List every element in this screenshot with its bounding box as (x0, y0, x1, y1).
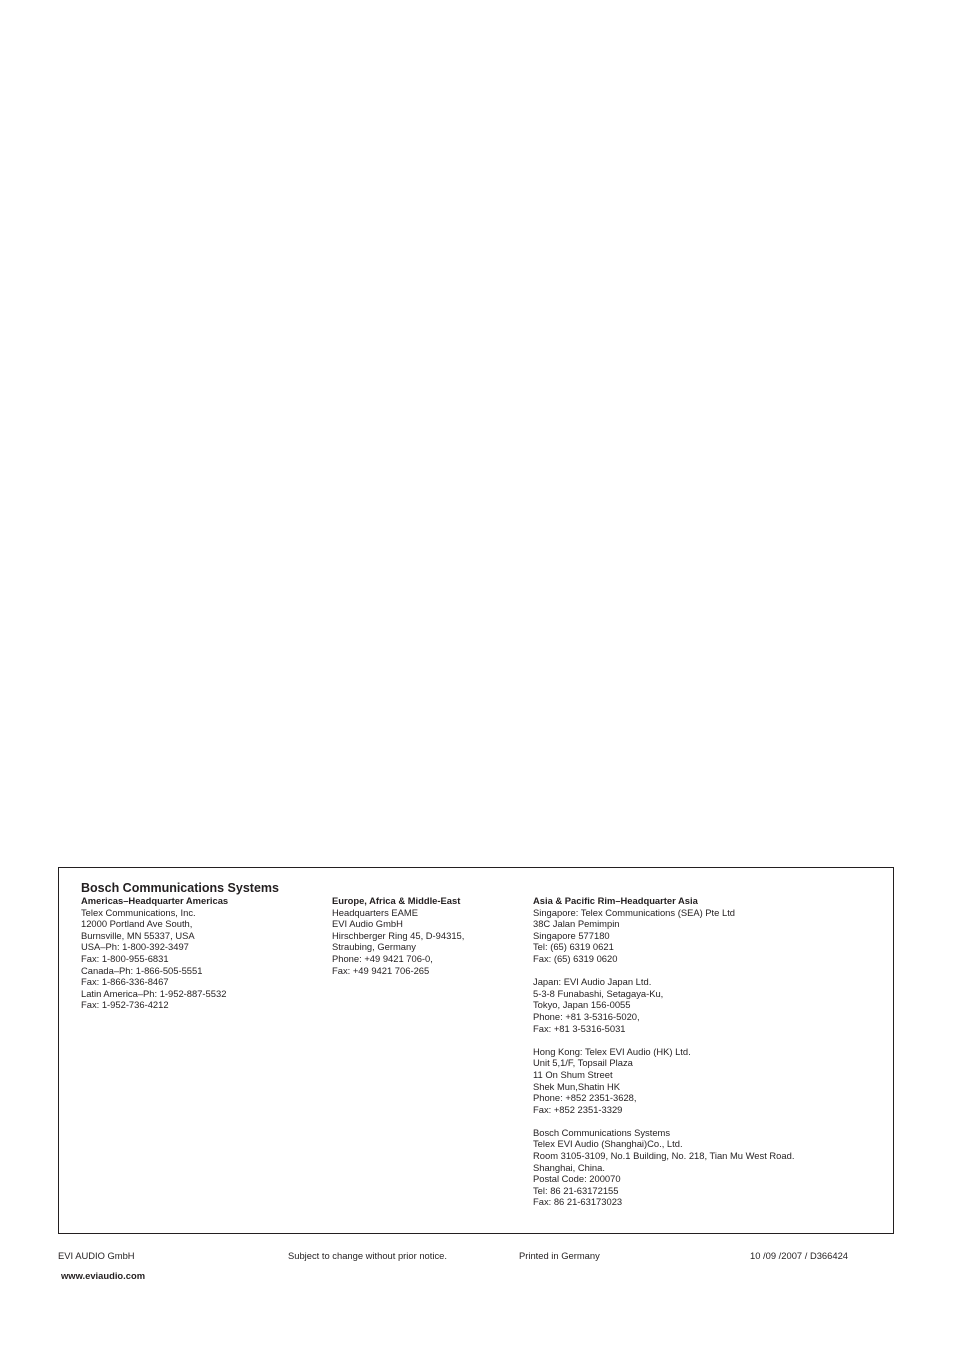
asia-heading: Asia & Pacific Rim–Headquarter Asia (533, 895, 698, 906)
hongkong-line: Fax: +852 2351-3329 (533, 1103, 623, 1115)
hongkong-line: Shek Mun,Shatin HK (533, 1080, 621, 1092)
europe-contact (332, 895, 464, 976)
americas-contact (81, 895, 228, 1011)
hongkong-line: Hong Kong: Telex EVI Audio (HK) Ltd. (533, 1045, 691, 1057)
footer-printed: Printed in Germany (519, 1250, 600, 1261)
japan-line: Fax: +81 3-5316-5031 (533, 1022, 626, 1034)
japan-line: 5-3-8 Funabashi, Setagaya-Ku, (533, 987, 664, 999)
americas-line: Fax: 1-952-736-4212 (81, 999, 169, 1011)
shanghai-line: Tel: 86 21-63172155 (533, 1184, 619, 1196)
europe-line: EVI Audio GmbH (332, 918, 403, 930)
singapore-line: Tel: (65) 6319 0621 (533, 941, 614, 953)
spacer (533, 965, 794, 977)
footer-date-code: 10 /09 /2007 / D366424 (750, 1250, 848, 1261)
americas-line: Canada–Ph: 1-866-505-5551 (81, 964, 203, 976)
shanghai-line: Fax: 86 21-63173023 (533, 1196, 623, 1208)
footer-notice: Subject to change without prior notice. (288, 1250, 447, 1261)
hongkong-line: Unit 5,1/F, Topsail Plaza (533, 1057, 633, 1069)
europe-line: Fax: +49 9421 706-265 (332, 964, 430, 976)
asia-contact (533, 895, 794, 1208)
americas-line: Fax: 1-800-955-6831 (81, 952, 169, 964)
japan-line: Tokyo, Japan 156-0055 (533, 999, 631, 1011)
website-link[interactable]: www.eviaudio.com (61, 1270, 146, 1281)
hongkong-line: 11 On Shum Street (533, 1068, 613, 1080)
shanghai-line: Postal Code: 200070 (533, 1173, 621, 1185)
americas-line: 12000 Portland Ave South, (81, 918, 193, 930)
shanghai-line: Bosch Communications Systems (533, 1126, 671, 1138)
shanghai-line: Room 3105-3109, No.1 Building, No. 218, Tian Mu West Road. (533, 1150, 795, 1162)
footer-company: EVI AUDIO GmbH (58, 1250, 135, 1261)
americas-line: Telex Communications, Inc. (81, 906, 196, 918)
japan-line: Japan: EVI Audio Japan Ltd. (533, 976, 652, 988)
singapore-line: Singapore 577180 (533, 929, 610, 941)
europe-line: Headquarters EAME (332, 906, 418, 918)
hongkong-line: Phone: +852 2351-3628, (533, 1092, 637, 1104)
shanghai-line: Shanghai, China. (533, 1161, 605, 1173)
contact-box (58, 867, 894, 1234)
americas-line: Fax: 1-866-336-8467 (81, 976, 169, 988)
singapore-line: Fax: (65) 6319 0620 (533, 952, 618, 964)
europe-line: Straubing, Germany (332, 941, 416, 953)
singapore-line: 38C Jalan Pemimpin (533, 918, 620, 930)
japan-line: Phone: +81 3-5316-5020, (533, 1010, 640, 1022)
americas-line: USA–Ph: 1-800-392-3497 (81, 941, 189, 953)
americas-heading: Americas–Headquarter Americas (81, 895, 229, 906)
shanghai-line: Telex EVI Audio (Shanghai)Co., Ltd. (533, 1138, 683, 1150)
singapore-line: Singapore: Telex Communications (SEA) Pte Ltd (533, 906, 736, 918)
spacer (533, 1034, 794, 1046)
europe-heading: Europe, Africa & Middle-East (332, 895, 461, 906)
americas-line: Burnsville, MN 55337, USA (81, 929, 195, 941)
europe-line: Phone: +49 9421 706-0, (332, 952, 433, 964)
company-name: Bosch Communications Systems (81, 881, 279, 895)
americas-line: Latin America–Ph: 1-952-887-5532 (81, 987, 227, 999)
spacer (533, 1115, 794, 1127)
europe-line: Hirschberger Ring 45, D-94315, (332, 929, 465, 941)
